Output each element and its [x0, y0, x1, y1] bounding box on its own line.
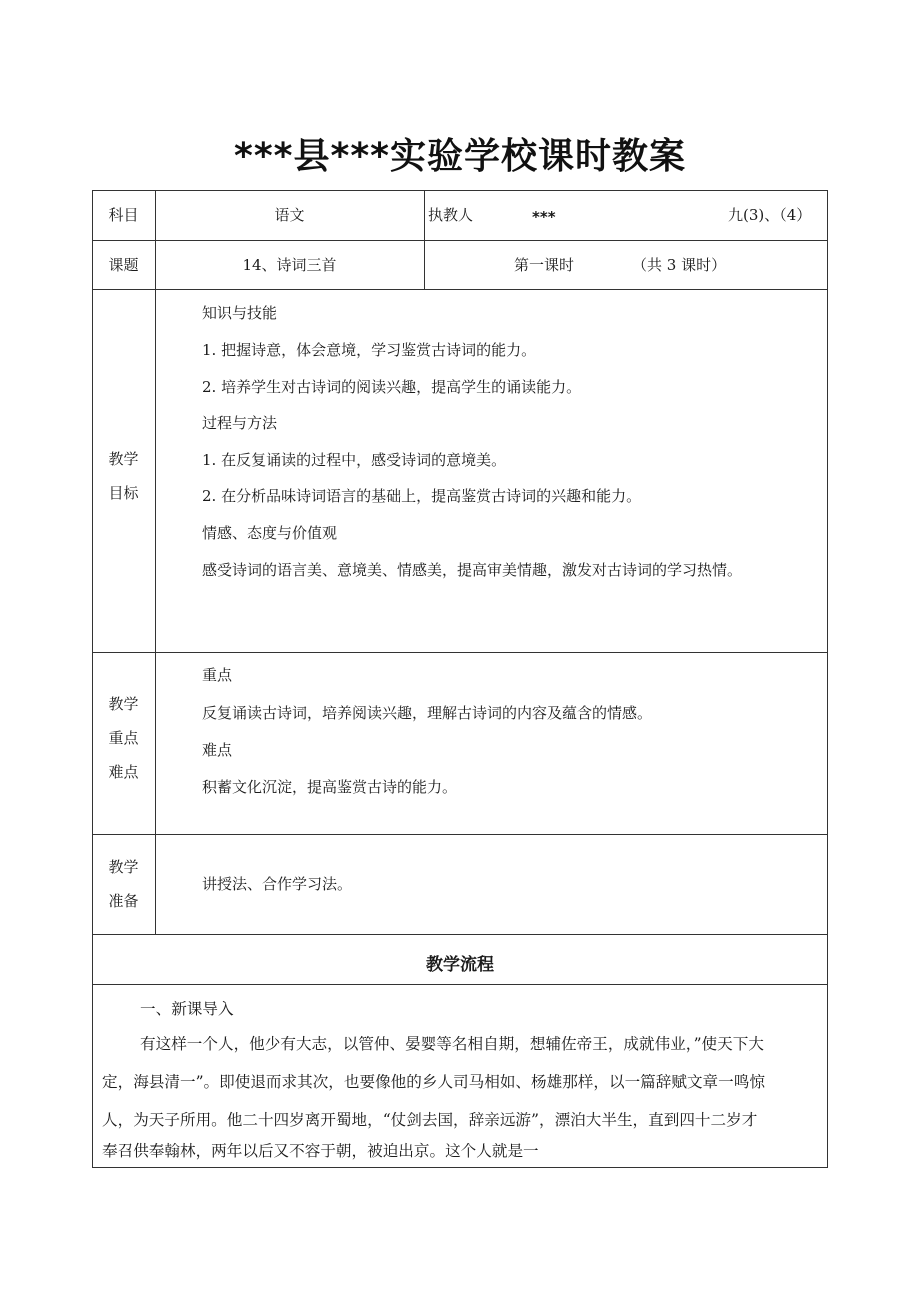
- lesson-plan-table: [92, 190, 828, 1168]
- key-label-line: 重点: [108, 729, 139, 747]
- goals-line: 过程与方法: [202, 414, 278, 432]
- prep-text: 讲授法、合作学习法。: [202, 875, 353, 893]
- key-label-line: 教学: [108, 695, 139, 713]
- goals-label-line: 目标: [108, 484, 139, 502]
- goals-line: 2. 培养学生对古诗词的阅读兴趣，提高学生的诵读能力。: [202, 378, 582, 396]
- key-line: 积蓄文化沉淀，提高鉴赏古诗的能力。: [202, 778, 458, 796]
- class-value: 九(3)、（4）: [728, 206, 812, 224]
- key-line: 重点: [202, 666, 233, 684]
- goals-line: 2. 在分析品味诗词语言的基础上，提高鉴赏古诗词的兴趣和能力。: [202, 487, 642, 505]
- table-rule: [92, 934, 828, 935]
- flow-heading: 一、新课导入: [140, 1000, 234, 1018]
- key-line: 反复诵读古诗词，培养阅读兴趣，理解古诗词的内容及蕴含的情感。: [202, 704, 653, 722]
- table-rule: [155, 190, 156, 934]
- goals-line: 感受诗词的语言美、意境美、情感美，提高审美情趣，激发对古诗词的学习热情。: [202, 561, 743, 579]
- table-rule: [827, 190, 828, 1168]
- goals-label-line: 教学: [108, 450, 139, 468]
- key-label-line: 难点: [108, 763, 139, 781]
- period-value: 第一课时: [514, 256, 575, 274]
- table-rule: [92, 289, 828, 290]
- goals-line: 知识与技能: [202, 304, 278, 322]
- goals-line: 1. 在反复诵读的过程中，感受诗词的意境美。: [202, 451, 507, 469]
- table-rule: [92, 1167, 828, 1168]
- topic-value: 14、诗词三首: [242, 256, 337, 274]
- goals-label: [92, 442, 155, 510]
- table-rule: [92, 190, 93, 1168]
- subject-value: 语文: [274, 206, 305, 224]
- prep-label-line: 教学: [108, 858, 139, 876]
- table-rule: [92, 652, 828, 653]
- prep-label-line: 准备: [108, 892, 139, 910]
- table-rule: [92, 190, 828, 191]
- prep-label: [92, 850, 155, 918]
- teacher-label: 执教人: [428, 206, 474, 224]
- flow-title: 教学流程: [426, 955, 494, 975]
- goals-line: 1. 把握诗意，体会意境，学习鉴赏古诗词的能力。: [202, 341, 537, 359]
- flow-line: 奉召供奉翰林，两年以后又不容于朝，被迫出京。这个人就是一: [102, 1142, 539, 1160]
- table-rule: [424, 190, 425, 289]
- document-title: ***县***实验学校课时教案: [234, 136, 686, 177]
- flow-line: 定，海县清一”。即使退而求其次，也要像他的乡人司马相如、杨雄那样，以一篇辞赋文章一鸣惊: [102, 1073, 765, 1091]
- table-rule: [92, 240, 828, 241]
- total-periods: （共 3 课时）: [632, 256, 727, 274]
- key-points-label: [92, 687, 155, 789]
- flow-line: 人，为天子所用。他二十四岁离开蜀地，“仗剑去国，辞亲远游”，漂泊大半生，直到四十二岁才: [102, 1111, 758, 1129]
- table-rule: [92, 834, 828, 835]
- flow-line: 有这样一个人，他少有大志，以管仲、晏婴等名相自期，想辅佐帝王，成就伟业，”使天下大: [140, 1035, 764, 1053]
- teacher-value: ***: [532, 208, 556, 226]
- goals-line: 情感、态度与价值观: [202, 524, 338, 542]
- key-line: 难点: [202, 741, 233, 759]
- subject-label: 科目: [108, 206, 139, 224]
- topic-label: 课题: [108, 256, 139, 274]
- table-rule: [92, 984, 828, 985]
